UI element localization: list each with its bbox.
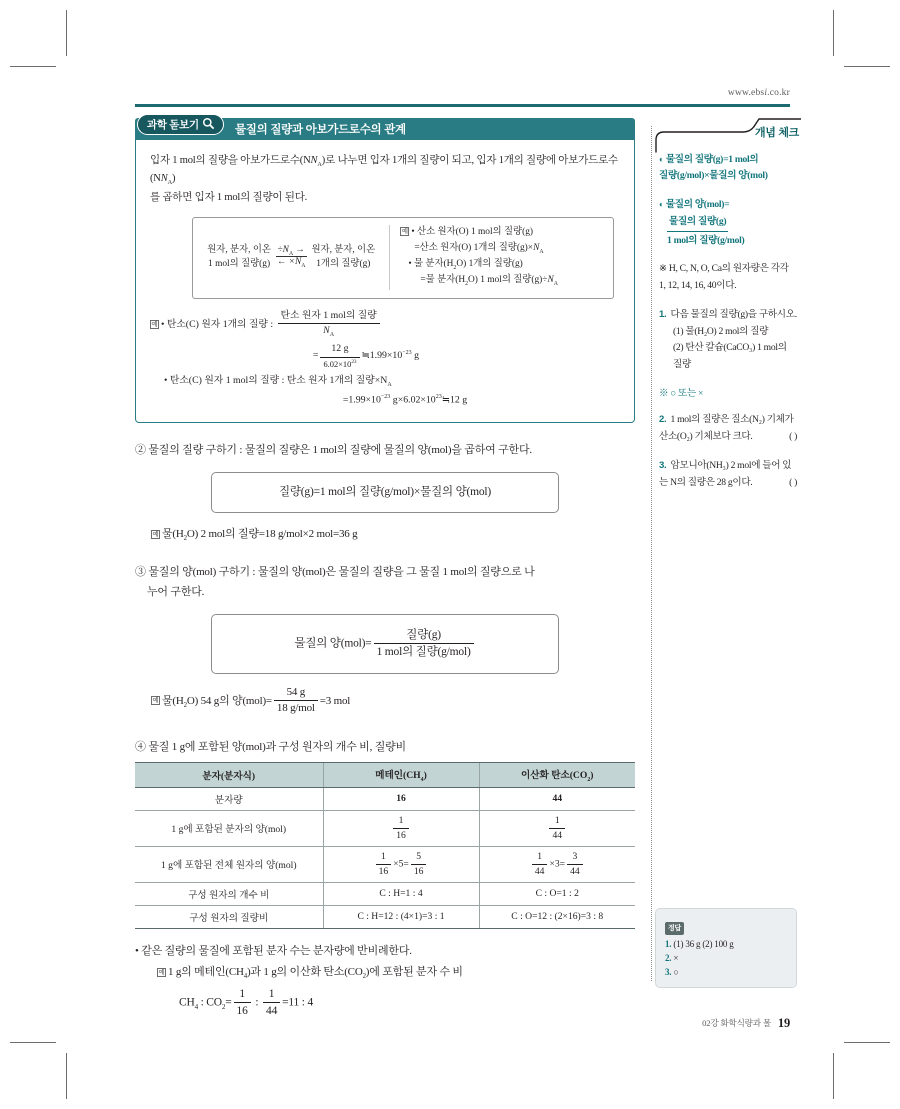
col-header-molecule: 분자(분자식) — [135, 763, 323, 788]
cell-co2: $\frac{1}{44}$ ×3= $\frac{3}{44}$ — [479, 846, 635, 882]
diagram-left-side — [193, 225, 390, 289]
page-footer — [702, 1016, 790, 1031]
page-number: 19 — [777, 1016, 790, 1030]
table-row — [135, 810, 635, 846]
row-label: 1 g에 포함된 전체 원자의 양(mol) — [135, 846, 323, 882]
section-3-heading-line-2: 누어 구한다. — [147, 585, 205, 598]
header-rule — [135, 104, 790, 107]
mass-formula-box — [211, 472, 559, 513]
sidebar-question-1: 1. 다음 물질의 질량(g)을 구하시오. (1) 물(H₂O) 2 mol의 질량 (2) 탄산 칼슘(CaCO₃) 1 mol의 질량 — [659, 307, 797, 373]
carbon-example-line-2: = $\frac{12 g}{6.02\times 10^{23}}$ $≒1.99\times 10^{-23}$ g — [312, 343, 420, 369]
carbon-example-line-3: • 탄소(C) 원자 1 mol의 질량 : 탄소 원자 1개의 질량$\times N_A$ — [164, 375, 392, 388]
amount-formula-lhs: 물질의 양(mol)= — [294, 637, 372, 650]
sidebar-question-2: 2. 1 mol의 질량은 질소(N₂) 기체가 산소(O₂) 기체보다 크다. ( ) — [659, 412, 797, 445]
bullet-arrow-icon: ◐ — [659, 154, 664, 164]
col-header-methane: 메테인$(CH_4)$ — [323, 763, 479, 788]
section-2-heading: ② 물질의 질량 구하기 : 물질의 질량은 1 mol의 질량에 물질의 양(mol)을 곱하여 구한다. — [135, 444, 532, 457]
diagram-right-label: 원자, 분자, 이온 1개의 질량(g) — [311, 245, 376, 270]
cell-methane: 16 — [323, 787, 479, 810]
crop-mark-bottom-left — [20, 1043, 66, 1089]
multiply-arrow-label: ← $\times N_A$ — [276, 257, 306, 270]
diagram-example-line-3: • 물 분자$(H_2O)$ 1개의 질량(g) — [408, 258, 523, 271]
site-url: www.ebsi.co.kr — [727, 88, 790, 98]
table-row — [135, 905, 635, 928]
diagram-examples — [390, 225, 613, 289]
carbon-example-line-4: $=1.99\times 10^{-23}$ $g\times 6.02\times 10^{23}≒12$ g — [342, 394, 468, 406]
section-3 — [135, 563, 635, 716]
col-header-co2: 이산화 탄소$(CO_2)$ — [479, 763, 635, 788]
diagram-example-line-1: 예 • 산소 원자(O) 1 mol의 질량(g) — [401, 227, 534, 238]
diagram-left-label: 원자, 분자, 이온 1 mol의 질량(g) — [207, 245, 271, 270]
answer-row: 3. ○ — [665, 967, 679, 977]
science-box-body — [135, 140, 635, 423]
cell-methane: C : H=1 : 4 — [323, 882, 479, 905]
concept-check-list — [659, 152, 797, 249]
question-sub-item: (1) 물(H₂O) 2 mol의 질량 — [673, 325, 769, 337]
answer-tag: 정답 — [665, 922, 684, 935]
crop-mark-top-left — [20, 20, 66, 66]
main-content-column — [135, 118, 635, 1019]
section-2-example: 예 물$(H_2O)$ 2 mol의 질량=18 g/mol×2 mol=36 g — [152, 527, 358, 542]
concept-check-item: ◐ 물질의 양(mol)= 물질의 질량(g) 1 mol의 질량(g/mol) — [659, 197, 797, 250]
atomic-mass-note: ※ H, C, N, O, Ca의 원자량은 각각 1, 12, 14, 16, 40이다. — [659, 263, 789, 291]
crop-mark-top-right — [834, 20, 880, 66]
sidebar-divider — [651, 126, 652, 981]
row-label: 구성 원자의 질량비 — [135, 905, 323, 928]
diagram-example-line-2: =산소 원자(O) 1개의 질량$(g)\times N_A$ — [414, 242, 544, 255]
example-marker-icon: 예 — [401, 228, 409, 236]
science-badge-label: 과학 돋보기 — [147, 119, 199, 131]
section-4-heading: ④ 물질 1 g에 포함된 양(mol)과 구성 원자의 개수 비, 질량비 — [135, 741, 406, 753]
answer-box — [655, 908, 797, 988]
table-row — [135, 846, 635, 882]
or-note: ※ ○ 또는 × — [659, 388, 704, 400]
sidebar-body — [659, 152, 797, 491]
science-box-badge — [137, 114, 224, 135]
science-highlight-box — [135, 118, 635, 423]
science-box-header — [135, 118, 635, 140]
cell-co2: C : O=1 : 2 — [479, 882, 635, 905]
example-marker-icon: 예 — [152, 530, 159, 538]
example-marker-icon: 예 — [151, 320, 158, 328]
cell-methane: $\frac{1}{16}$ — [323, 810, 479, 846]
section-4-example: 예 1 g의 메테인$(CH_4)$과 1 g의 이산화 탄소$(CO_2)$에 포함된 분자 수 비 — [158, 965, 463, 981]
row-label: 구성 원자의 개수 비 — [135, 882, 323, 905]
row-label: 1 g에 포함된 분자의 양(mol) — [135, 810, 323, 846]
divide-arrow-label: $\div N_A$ → — [277, 244, 305, 257]
row-label: 분자량 — [135, 787, 323, 810]
answer-row: 1. (1) 36 g (2) 100 g — [665, 939, 734, 949]
sidebar-question-3: 3. 암모니아(NH₃) 2 mol에 들어 있는 N의 질량은 28 g이다. ( ) — [659, 458, 797, 491]
carbon-example-line-1: 예 • 탄소(C) 원자 1개의 질량 : $\frac{\text{탄소 원자 1 mol의 질량}}{N_A}$ — [150, 310, 620, 340]
section-3-heading-line-1: ③ 물질의 양(mol) 구하기 : 물질의 양(mol)은 물질의 질량을 그 물질 1 mol의 질량으로 나 — [135, 566, 535, 579]
cell-methane: $\frac{1}{16}$ ×5= $\frac{5}{16}$ — [323, 846, 479, 882]
table-row — [135, 787, 635, 810]
concept-check-fraction: 물질의 질량(g) 1 mol의 질량(g/mol) — [667, 215, 745, 247]
relationship-diagram — [192, 217, 614, 298]
bullet-arrow-icon: ◐ — [659, 198, 664, 209]
final-ratio-equation: $CH_4$ : $CO_2=$ $\frac{1}{16}$ : $\frac{1}{44}$ =11 : 4 — [179, 988, 313, 1018]
mass-formula: 질량(g)=1 mol의 질량(g/mol)×물질의 양(mol) — [278, 486, 492, 499]
question-sub-item: (2) 탄산 칼슘(CaCO₃) 1 mol의 질량 — [673, 342, 787, 370]
cell-co2: 44 — [479, 787, 635, 810]
diagram-example-line-4: =물 분자$(H_2O)$ 1 mol의 질량$(g)\div N_A$ — [420, 275, 558, 288]
section-3-example: 예 물$(H_2O)$ 54 g의 양(mol)= $\frac{54 g}{\text{18 g/mol}}$ =3 mol — [152, 685, 351, 715]
answer-blank[interactable]: ( ) — [789, 430, 797, 442]
inverse-proportion-note: • 같은 질량의 물질에 포함된 분자 수는 분자량에 반비례한다. — [135, 944, 412, 957]
example-marker-icon: 예 — [152, 697, 159, 705]
cell-co2: C : O=12 : (2×16)=3 : 8 — [479, 905, 635, 928]
amount-formula-box: 물질의 양(mol)= $\frac{\text{질량(g)}}{\text{1 mol의 질량(g/mol)}}$ — [211, 614, 559, 674]
table-header-row — [135, 763, 635, 788]
section-2 — [135, 441, 635, 545]
footer-chapter: 02강 화학식량과 몰 — [702, 1018, 771, 1028]
cell-methane: C : H=12 : (4×1)=3 : 1 — [323, 905, 479, 928]
table-row — [135, 882, 635, 905]
answer-row: 2. × — [665, 953, 679, 963]
section-4-notes — [135, 942, 635, 1019]
carbon-example-block — [150, 310, 620, 410]
concept-check-label: 개념 체크 — [754, 127, 799, 139]
example-marker-icon: 예 — [158, 968, 165, 976]
diagram-arrows — [275, 245, 308, 270]
comparison-table — [135, 762, 635, 929]
concept-check-tab — [655, 118, 801, 154]
concept-check-item: ◐ 물질의 질량(g)=1 mol의 질량(g/mol)×물질의 양(mol) — [659, 154, 768, 182]
answer-blank[interactable]: ( ) — [789, 476, 797, 488]
science-box-lead: 입자 1 mol의 질량을 아보가드로수$(NN_A)$로 나누면 입자 1개의 질량이 되고, 입자 1개의 질량에 아보가드로수$(NN_A)$ 를 곱하면 입자 1 mol의 질량이 된다. — [150, 155, 618, 203]
cell-co2: $\frac{1}{44}$ — [479, 810, 635, 846]
science-box-title: 물질의 질량과 아보가드로수의 관계 — [235, 124, 406, 136]
sidebar — [651, 118, 801, 998]
crop-mark-bottom-right — [834, 1043, 880, 1089]
magnifier-icon — [202, 117, 215, 133]
